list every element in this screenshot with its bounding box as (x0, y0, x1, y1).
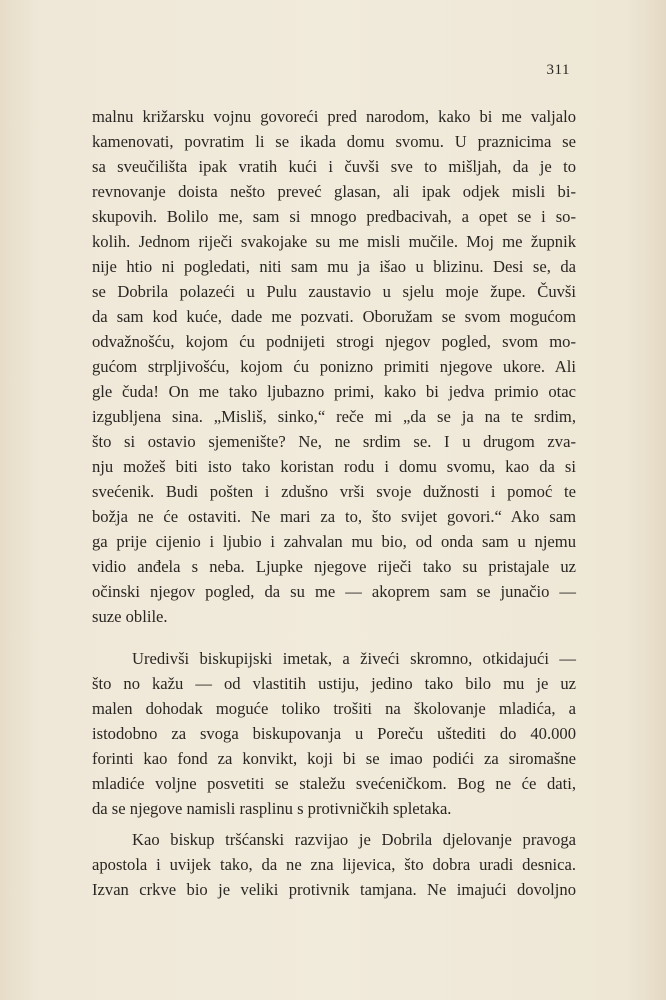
text-line: skupovih. Bolilo me, sam si mnogo predbacivah, a opet se i so- (92, 207, 576, 226)
text-line: gućom strpljivošću, kojom ću ponizno primiti njegove ukore. Ali (92, 357, 576, 376)
text-line: malen dohodak moguće toliko trošiti na školovanje mladića, a (92, 699, 576, 718)
text-line: što si ostavio sjemenište? Ne, ne srdim se. I u drugom zva- (92, 432, 576, 451)
text-line: da se njegove namisli rasplinu s protivničkih spletaka. (92, 799, 452, 818)
text-line: istodobno za svoga biskupovanja u Poreču uštediti do 40.000 (92, 724, 576, 743)
text-line: apostola i uvijek tako, da ne zna lijevica, što dobra uradi desnica. (92, 855, 576, 874)
text-line: odvažnošću, kojom ću podnijeti strogi njegov pogled, svom mo- (92, 332, 576, 351)
text-line: što no kažu — od vlastitih ustiju, jedino tako bilo mu je uz (92, 674, 576, 693)
text-line: gle čuda! On me tako ljubazno primi, kako bi jedva primio otac (92, 382, 576, 401)
text-line: mladiće voljne posvetiti se staležu svećeničkom. Bog ne će dati, (92, 774, 576, 793)
text-line: forinti kao fond za konvikt, koji bi se imao podići za siromašne (92, 749, 576, 768)
text-line: nije htio ni pogledati, niti sam mu ja išao u blizinu. Desi se, da (92, 257, 576, 276)
text-line: ga prije cijenio i ljubio i zahvalan mu bio, od onda sam u njemu (92, 532, 576, 551)
text-line: nju možeš biti isto tako koristan rodu i domu svomu, kao da si (92, 457, 576, 476)
text-line: sa sveučilišta ipak vratih kući i čuvši sve to mišljah, da je to (92, 157, 576, 176)
page-number: 311 (546, 62, 570, 78)
text-line: božja ne će ostaviti. Ne mari za to, što svijet govori.“ Ako sam (92, 507, 576, 526)
paragraph-1 (92, 104, 576, 629)
text-line: izgubljena sina. „Misliš, sinko,“ reče mi „da se ja na te srdim, (92, 407, 576, 426)
text-line: vidio anđela s neba. Ljupke njegove riječi tako su pristajale uz (92, 557, 576, 576)
text-line: svećenik. Budi pošten i zdušno vrši svoje dužnosti i pomoć te (92, 482, 576, 501)
text-line: revnovanje doista nešto preveć glasan, ali ipak odjek misli bi- (92, 182, 576, 201)
paragraph-2 (92, 646, 576, 821)
text-line: se Dobrila polazeći u Pulu zaustavio u sjelu moje župe. Čuvši (92, 282, 576, 301)
text-line: Kao biskup tršćanski razvijao je Dobrila djelovanje pravoga (132, 830, 576, 849)
body-text (92, 104, 576, 902)
text-line: suze oblile. (92, 607, 168, 626)
text-line: Izvan crkve bio je veliki protivnik tamjana. Ne imajući dovoljno (92, 880, 576, 899)
paragraph-3 (92, 827, 576, 902)
text-line: kamenovati, povratim li se ikada domu svomu. U praznicima se (92, 132, 576, 151)
text-line: da sam kod kuće, dade me pozvati. Oboružam se svom mogućom (92, 307, 576, 326)
text-line: malnu križarsku vojnu govoreći pred narodom, kako bi me valjalo (92, 107, 576, 126)
text-line: očinski njegov pogled, da su me — akoprem sam se junačio — (92, 582, 576, 601)
text-line: kolih. Jednom riječi svakojake su me misli mučile. Moj me župnik (92, 232, 576, 251)
text-line: Uredivši biskupijski imetak, a živeći skromno, otkidajući — (132, 649, 576, 668)
